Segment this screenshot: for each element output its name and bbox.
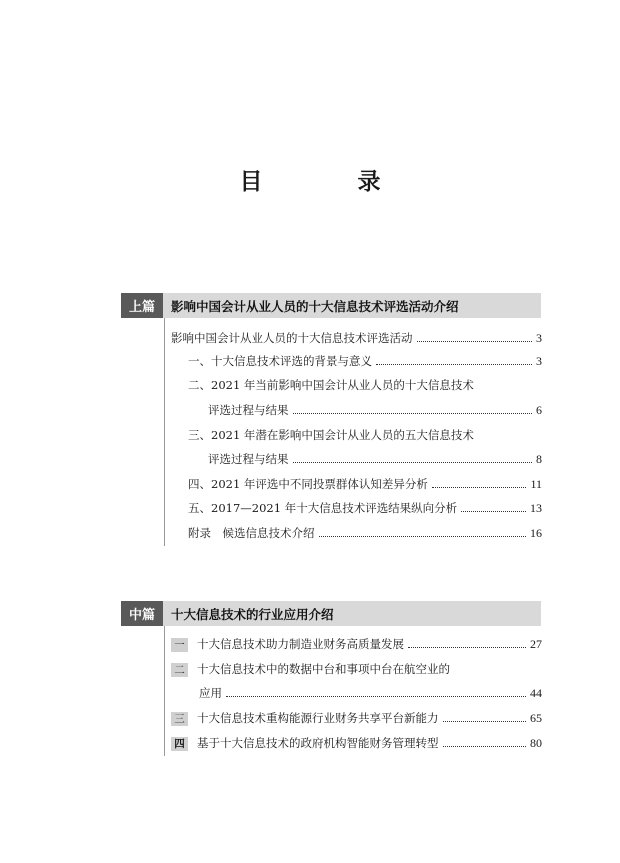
toc-entry-page: 8 [536, 452, 542, 466]
leader-dots [293, 453, 533, 463]
leader-dots [443, 737, 527, 747]
part-title: 十大信息技术的行业应用介绍 [171, 606, 334, 622]
leader-dots [408, 638, 526, 648]
leader-dots [432, 478, 527, 488]
toc-entry-text-line1: 十大信息技术中的数据中台和事项中台在航空业的 [197, 662, 450, 676]
toc-entry[interactable] [188, 525, 542, 541]
toc-entry[interactable] [171, 636, 542, 652]
part-header-middle [121, 601, 541, 626]
leader-dots [417, 332, 533, 342]
toc-entry-page: 80 [530, 736, 542, 750]
toc-entry-text: 五、2017—2021 年十大信息技术评选结果纵向分析 [188, 501, 458, 515]
toc-entry-text-line1: 三、2021 年潜在影响中国会计从业人员的五大信息技术 [188, 428, 474, 442]
toc-entry-text-line1: 二、2021 年当前影响中国会计从业人员的十大信息技术 [188, 378, 474, 392]
toc-entry[interactable] [171, 710, 542, 726]
chapter-badge: 二 [171, 663, 188, 677]
toc-entry-text: 评选过程与结果 [208, 452, 289, 466]
divider-line [164, 318, 165, 546]
toc-entry-text: 应用 [199, 686, 222, 700]
toc-entry-page: 3 [536, 331, 542, 345]
page-title: 目 录 [239, 169, 417, 195]
toc-entry-page: 27 [530, 637, 542, 651]
toc-entry-text: 基于十大信息技术的政府机构智能财务管理转型 [197, 736, 439, 750]
toc-entry-text: 十大信息技术重构能源行业财务共享平台新能力 [197, 711, 439, 725]
part-tag: 中篇 [121, 601, 163, 626]
toc-entry-page: 6 [536, 403, 542, 417]
toc-entry[interactable] [171, 330, 542, 346]
divider-line [164, 626, 165, 756]
toc-entry[interactable] [188, 500, 542, 516]
leader-dots [226, 687, 526, 697]
toc-entry-page: 44 [530, 686, 542, 700]
toc-entry[interactable] [199, 685, 542, 701]
toc-entry-text: 十大信息技术助力制造业财务高质量发展 [197, 637, 404, 651]
leader-dots [461, 502, 526, 512]
part-title: 影响中国会计从业人员的十大信息技术评选活动介绍 [171, 298, 459, 314]
toc-entry-text: 附录 候选信息技术介绍 [188, 526, 315, 540]
chapter-badge: 一 [171, 638, 188, 652]
toc-entry-text: 四、2021 年评选中不同投票群体认知差异分析 [188, 477, 428, 491]
toc-entry[interactable] [171, 735, 542, 751]
toc-entry-page: 13 [530, 501, 542, 515]
toc-entry[interactable] [188, 476, 542, 492]
leader-dots [376, 355, 532, 365]
toc-entry-text: 影响中国会计从业人员的十大信息技术评选活动 [171, 331, 413, 345]
toc-entry-page: 65 [530, 711, 542, 725]
chapter-badge: 三 [171, 712, 188, 726]
toc-entry[interactable] [208, 451, 542, 467]
toc-entry-text: 一、十大信息技术评选的背景与意义 [188, 354, 372, 368]
toc-entry[interactable] [188, 353, 542, 369]
toc-entry-page: 3 [536, 354, 542, 368]
toc-entry-page: 16 [530, 526, 542, 540]
leader-dots [443, 712, 527, 722]
chapter-badge: 四 [171, 737, 188, 751]
toc-entry[interactable] [208, 402, 542, 418]
toc-entry-line1[interactable] [171, 661, 542, 677]
leader-dots [293, 404, 533, 414]
part-tag: 上篇 [121, 293, 163, 318]
part-header-upper [121, 293, 541, 318]
toc-entry-page: 11 [530, 477, 542, 491]
leader-dots [319, 527, 527, 537]
toc-entry-text: 评选过程与结果 [208, 403, 289, 417]
